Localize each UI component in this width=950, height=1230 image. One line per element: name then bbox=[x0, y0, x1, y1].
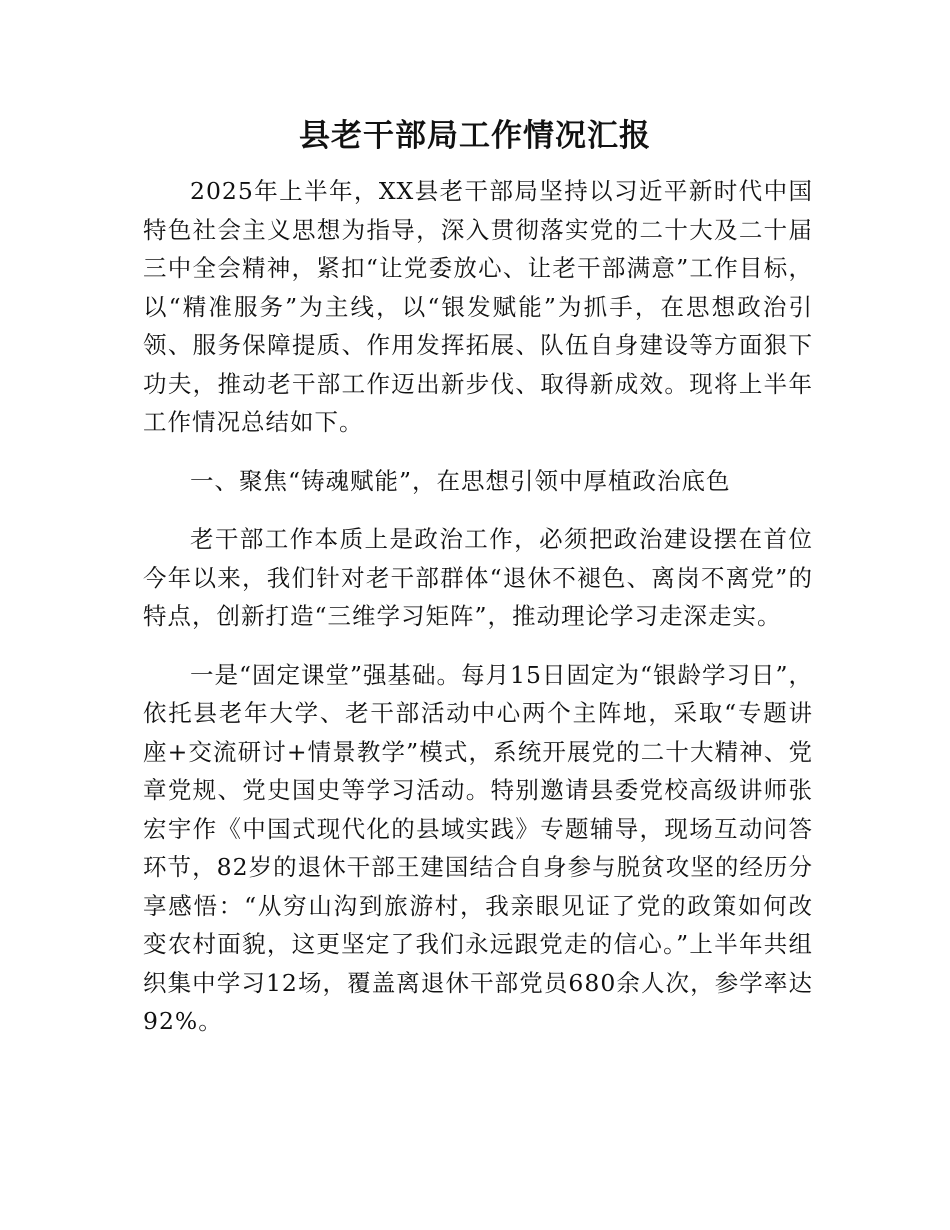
section-heading-1: 一、聚焦“铸魂赋能”，在思想引领中厚植政治底色 bbox=[190, 466, 731, 495]
intro-paragraph: 2025年上半年，XX县老干部局坚持以习近平新时代中国特色社会主义思想为指导，深入贯彻落实党的二十大及二十届三中全会精神，紧扣“让党委放心、让老干部满意”工作目标，以“精准服务”为主线，以“银发赋能”为抓手，在思想政治引领、服务保障提质、作用发挥拓展、队伍自身建设等方面狠下功夫，推动老干部工作迈出新步伐、取得新成效。现将上半年工作情况总结如下。 bbox=[143, 177, 813, 436]
document-title: 县老干部局工作情况汇报 bbox=[299, 118, 651, 154]
paragraph-gap bbox=[143, 442, 813, 462]
section-1-point-1-paragraph: 一是“固定课堂”强基础。每月15日固定为“银龄学习日”，依托县老年大学、老干部活动中心两个主阵地，采取“专题讲座+交流研讨+情景教学”模式，系统开展党的二十大精神、党章党规、党史国史等学习活动。特别邀请县委党校高级讲师张宏宇作《中国式现代化的县域实践》专题辅导，现场互动问答环节，82岁的退休干部王建国结合自身参与脱贫攻坚的经历分享感悟：“从穷山沟到旅游村，我亲眼见证了党的政策如何改变农村面貌，这更坚定了我们永远跟党走的信心。”上半年共组织集中学习12场，覆盖离退休干部党员680余人次，参学率达92%。 bbox=[143, 660, 813, 1035]
paragraph-gap bbox=[143, 500, 813, 520]
paragraph-gap bbox=[143, 636, 813, 656]
document-body bbox=[143, 172, 813, 1041]
section-1-paragraph: 老干部工作本质上是政治工作，必须把政治建设摆在首位今年以来，我们针对老干部群体“退休不褪色、离岗不离党”的特点，创新打造“三维学习矩阵”，推动理论学习走深走实。 bbox=[143, 525, 813, 630]
